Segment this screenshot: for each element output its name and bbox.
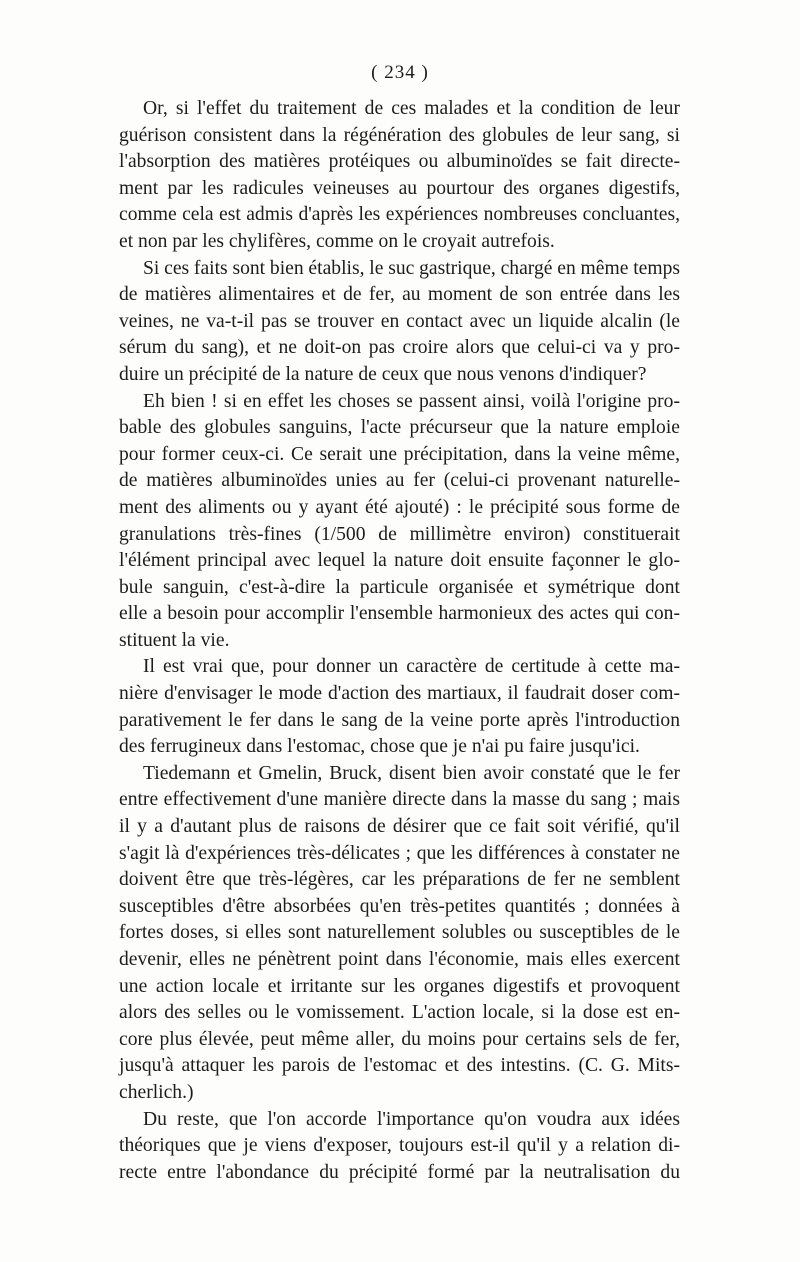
text-line: une action locale et irritante sur les organes digestifs et provoquent <box>119 975 680 997</box>
text-line: Si ces faits sont bien établis, le suc gastrique, chargé en même temps <box>143 257 680 279</box>
text-line: fortes doses, si elles sont naturellement solubles ou susceptibles de le <box>119 922 680 944</box>
text-line: elle a besoin pour accomplir l'ensemble harmonieux des actes qui con- <box>119 603 680 625</box>
text-line: l'absorption des matières protéiques ou albuminoïdes se fait directe- <box>119 151 680 173</box>
text-line: Eh bien ! si en effet les choses se passent ainsi, voilà l'origine pro- <box>143 390 680 412</box>
text-line: entre effectivement d'une manière directe dans la masse du sang ; mais <box>119 789 680 811</box>
text-line: alors des selles ou le vomissement. L'action locale, si la dose est en- <box>119 1002 680 1024</box>
text-line: il y a d'autant plus de raisons de désirer que ce fait soit vérifié, qu'il <box>119 816 680 838</box>
text-line: parativement le fer dans le sang de la veine porte après l'introduction <box>119 709 680 731</box>
text-line: Tiedemann et Gmelin, Bruck, disent bien avoir constaté que le fer <box>143 762 680 784</box>
text-line: et non par les chylifères, comme on le croyait autrefois. <box>119 230 555 252</box>
paragraph-4 <box>119 654 680 760</box>
text-line: susceptibles d'être absorbées qu'en très-petites quantités ; données à <box>119 895 680 917</box>
text-line: Or, si l'effet du traitement de ces malades et la condition de leur <box>143 98 680 119</box>
paragraph-2 <box>119 256 680 389</box>
text-line: Il est vrai que, pour donner un caractère de certitude à cette ma- <box>143 656 680 678</box>
body-text <box>119 96 680 1186</box>
text-line: théoriques que je viens d'exposer, toujours est-il qu'il y a relation di- <box>119 1135 680 1157</box>
paragraph-1 <box>119 96 680 256</box>
text-line: bable des globules sanguins, l'acte précurseur que la nature emploie <box>119 417 680 439</box>
text-line: ment par les radicules veineuses au pourtour des organes digestifs, <box>119 177 680 199</box>
text-line: core plus élevée, peut même aller, du moins pour certains sels de fer, <box>119 1028 680 1050</box>
text-line: nière d'envisager le mode d'action des martiaux, il faudrait doser com- <box>119 683 680 705</box>
text-line: granulations très-fines (1/500 de millimètre environ) constituerait <box>119 523 680 545</box>
text-line: pour former ceux-ci. Ce serait une précipitation, dans la veine même, <box>119 443 680 465</box>
text-line: ment des aliments ou y ayant été ajouté) : le précipité sous forme de <box>119 496 680 518</box>
text-line: comme cela est admis d'après les expériences nombreuses concluantes, <box>119 204 680 226</box>
text-line: cherlich.) <box>119 1081 194 1103</box>
text-line: recte entre l'abondance du précipité formé par la neutralisation du <box>119 1161 680 1183</box>
text-line: veines, ne va-t-il pas se trouver en contact avec un liquide alcalin (le <box>119 310 680 332</box>
paragraph-6 <box>119 1107 680 1187</box>
text-line: des ferrugineux dans l'estomac, chose que je n'ai pu faire jusqu'ici. <box>119 736 640 758</box>
text-line: jusqu'à attaquer les parois de l'estomac et des intestins. (C. G. Mits- <box>119 1055 680 1077</box>
text-line: duire un précipité de la nature de ceux que nous venons d'indiquer? <box>119 363 647 385</box>
text-line: de matières albuminoïdes unies au fer (celui-ci provenant naturelle- <box>119 470 680 492</box>
page-number: ( 234 ) <box>371 62 429 83</box>
text-line: bule sanguin, c'est-à-dire la particule organisée et symétrique dont <box>119 576 680 598</box>
text-line: de matières alimentaires et de fer, au moment de son entrée dans les <box>119 284 680 306</box>
text-line: guérison consistent dans la régénération des globules de leur sang, si <box>119 124 680 146</box>
paragraph-3 <box>119 389 680 655</box>
text-line: devenir, elles ne pénètrent point dans l'économie, mais elles exercent <box>119 949 680 970</box>
text-line: sérum du sang), et ne doit-on pas croire alors que celui-ci va y pro- <box>119 337 680 359</box>
text-line: stituent la vie. <box>119 629 230 651</box>
text-line: Du reste, que l'on accorde l'importance qu'on voudra aux idées <box>143 1108 680 1130</box>
paragraph-5 <box>119 761 680 1107</box>
text-line: doivent être que très-légères, car les préparations de fer ne semblent <box>119 869 680 891</box>
text-line: l'élément principal avec lequel la nature doit ensuite façonner le glo- <box>119 550 680 572</box>
text-line: s'agit là d'expériences très-délicates ; que les différences à constater ne <box>119 842 680 864</box>
